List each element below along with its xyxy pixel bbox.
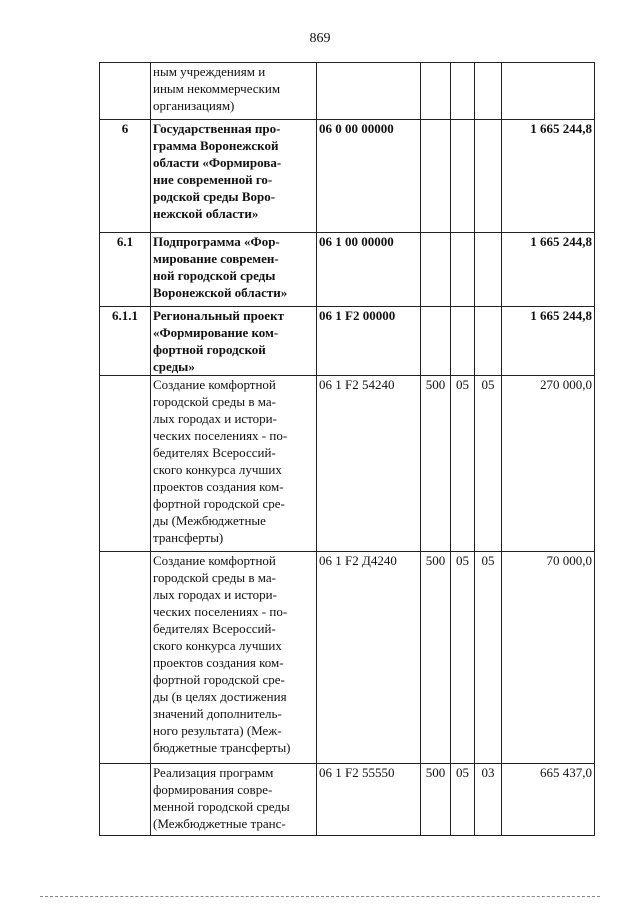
item-name-line: ды (в целях достижения	[153, 689, 287, 704]
table-row	[100, 307, 595, 376]
item-name-line: ного результата) (Меж-	[153, 723, 282, 738]
amount-cell: 1 665 244,8	[502, 120, 595, 233]
item-name-line: родской среды Воро-	[153, 189, 276, 204]
target-code-cell	[317, 63, 421, 120]
item-name-cell	[151, 63, 317, 120]
table-row	[100, 764, 595, 836]
item-name-line: ческих поселениях - по-	[153, 428, 288, 443]
item-name-line: ние современной го-	[153, 172, 273, 187]
item-name-line: лых городах и истори-	[153, 587, 277, 602]
item-name-line: городской среды в ма-	[153, 394, 276, 409]
expense-type-cell: 500	[421, 764, 451, 836]
item-name-line: бедителях Всероссий-	[153, 445, 276, 460]
item-name-cell	[151, 376, 317, 552]
target-code-cell: 06 0 00 00000	[317, 120, 421, 233]
expense-type-cell	[421, 120, 451, 233]
amount-cell: 70 000,0	[502, 552, 595, 764]
item-name-line: «Формирование ком-	[153, 325, 279, 340]
section-cell	[451, 307, 475, 376]
item-name-line: фортной городской сре-	[153, 496, 285, 511]
item-name-line: ского конкурса лучших	[153, 462, 282, 477]
item-name-line: ческих поселениях - по-	[153, 604, 288, 619]
table-row	[100, 63, 595, 120]
target-code-cell: 06 1 F2 Д4240	[317, 552, 421, 764]
budget-table	[99, 62, 595, 836]
item-name-line: ной городской среды	[153, 268, 276, 283]
item-name-line: трансферты)	[153, 530, 224, 545]
item-name-line: ным учреждениям и	[153, 64, 266, 79]
subsection-cell	[475, 120, 502, 233]
subsection-cell: 05	[475, 376, 502, 552]
target-code-cell: 06 1 F2 55550	[317, 764, 421, 836]
amount-cell	[502, 63, 595, 120]
item-name-line: проектов создания ком-	[153, 655, 284, 670]
item-name-line: грамма Воронежской	[153, 138, 279, 153]
table-row	[100, 552, 595, 764]
expense-type-cell	[421, 63, 451, 120]
expense-type-cell: 500	[421, 552, 451, 764]
item-name-line: лых городах и истори-	[153, 411, 277, 426]
table-body	[100, 63, 595, 836]
subsection-cell	[475, 233, 502, 307]
subsection-cell: 03	[475, 764, 502, 836]
table-row	[100, 233, 595, 307]
section-cell: 05	[451, 376, 475, 552]
item-name-line: Подпрограмма «Фор-	[153, 234, 280, 249]
item-name-line: городской среды в ма-	[153, 570, 276, 585]
section-cell	[451, 63, 475, 120]
target-code-cell: 06 1 F2 54240	[317, 376, 421, 552]
item-name-cell	[151, 307, 317, 376]
expense-type-cell: 500	[421, 376, 451, 552]
item-name-line: значений дополнитель-	[153, 706, 282, 721]
target-code-cell: 06 1 00 00000	[317, 233, 421, 307]
amount-cell: 270 000,0	[502, 376, 595, 552]
section-cell	[451, 120, 475, 233]
item-name-line: бедителях Всероссий-	[153, 621, 276, 636]
item-name-line: Региональный проект	[153, 308, 284, 323]
row-number-cell	[100, 552, 151, 764]
item-name-line: мирование современ-	[153, 251, 279, 266]
section-cell: 05	[451, 764, 475, 836]
item-name-line: бюджетные трансферты)	[153, 740, 291, 755]
table-row	[100, 120, 595, 233]
item-name-line: иным некоммерческим	[153, 81, 281, 96]
item-name-line: Реализация программ	[153, 765, 274, 780]
item-name-line: среды»	[153, 359, 195, 374]
item-name-cell	[151, 764, 317, 836]
item-name-line: фортной городской	[153, 342, 266, 357]
item-name-line: (Межбюджетные транс-	[153, 816, 286, 831]
item-name-line: Создание комфортной	[153, 553, 276, 568]
table-row	[100, 376, 595, 552]
expense-type-cell	[421, 307, 451, 376]
item-name-line: Воронежской области»	[153, 285, 288, 300]
item-name-line: организациям)	[153, 98, 235, 113]
amount-cell: 665 437,0	[502, 764, 595, 836]
target-code-cell: 06 1 F2 00000	[317, 307, 421, 376]
item-name-line: нежской области»	[153, 206, 259, 221]
subsection-cell	[475, 307, 502, 376]
item-name-cell	[151, 233, 317, 307]
row-number-cell: 6	[100, 120, 151, 233]
amount-cell: 1 665 244,8	[502, 307, 595, 376]
section-cell: 05	[451, 552, 475, 764]
row-number-cell	[100, 63, 151, 120]
page-bottom-rule	[40, 896, 600, 897]
item-name-line: формирования совре-	[153, 782, 273, 797]
item-name-line: фортной городской сре-	[153, 672, 285, 687]
item-name-line: ды (Межбюджетные	[153, 513, 266, 528]
section-cell	[451, 233, 475, 307]
row-number-cell	[100, 376, 151, 552]
item-name-cell	[151, 552, 317, 764]
subsection-cell: 05	[475, 552, 502, 764]
expense-type-cell	[421, 233, 451, 307]
item-name-line: Создание комфортной	[153, 377, 276, 392]
row-number-cell: 6.1.1	[100, 307, 151, 376]
amount-cell: 1 665 244,8	[502, 233, 595, 307]
row-number-cell	[100, 764, 151, 836]
item-name-line: области «Формирова-	[153, 155, 282, 170]
subsection-cell	[475, 63, 502, 120]
item-name-line: ского конкурса лучших	[153, 638, 282, 653]
item-name-line: менной городской среды	[153, 799, 290, 814]
item-name-line: проектов создания ком-	[153, 479, 284, 494]
page-number: 869	[309, 31, 331, 46]
item-name-line: Государственная про-	[153, 121, 281, 136]
row-number-cell: 6.1	[100, 233, 151, 307]
item-name-cell	[151, 120, 317, 233]
